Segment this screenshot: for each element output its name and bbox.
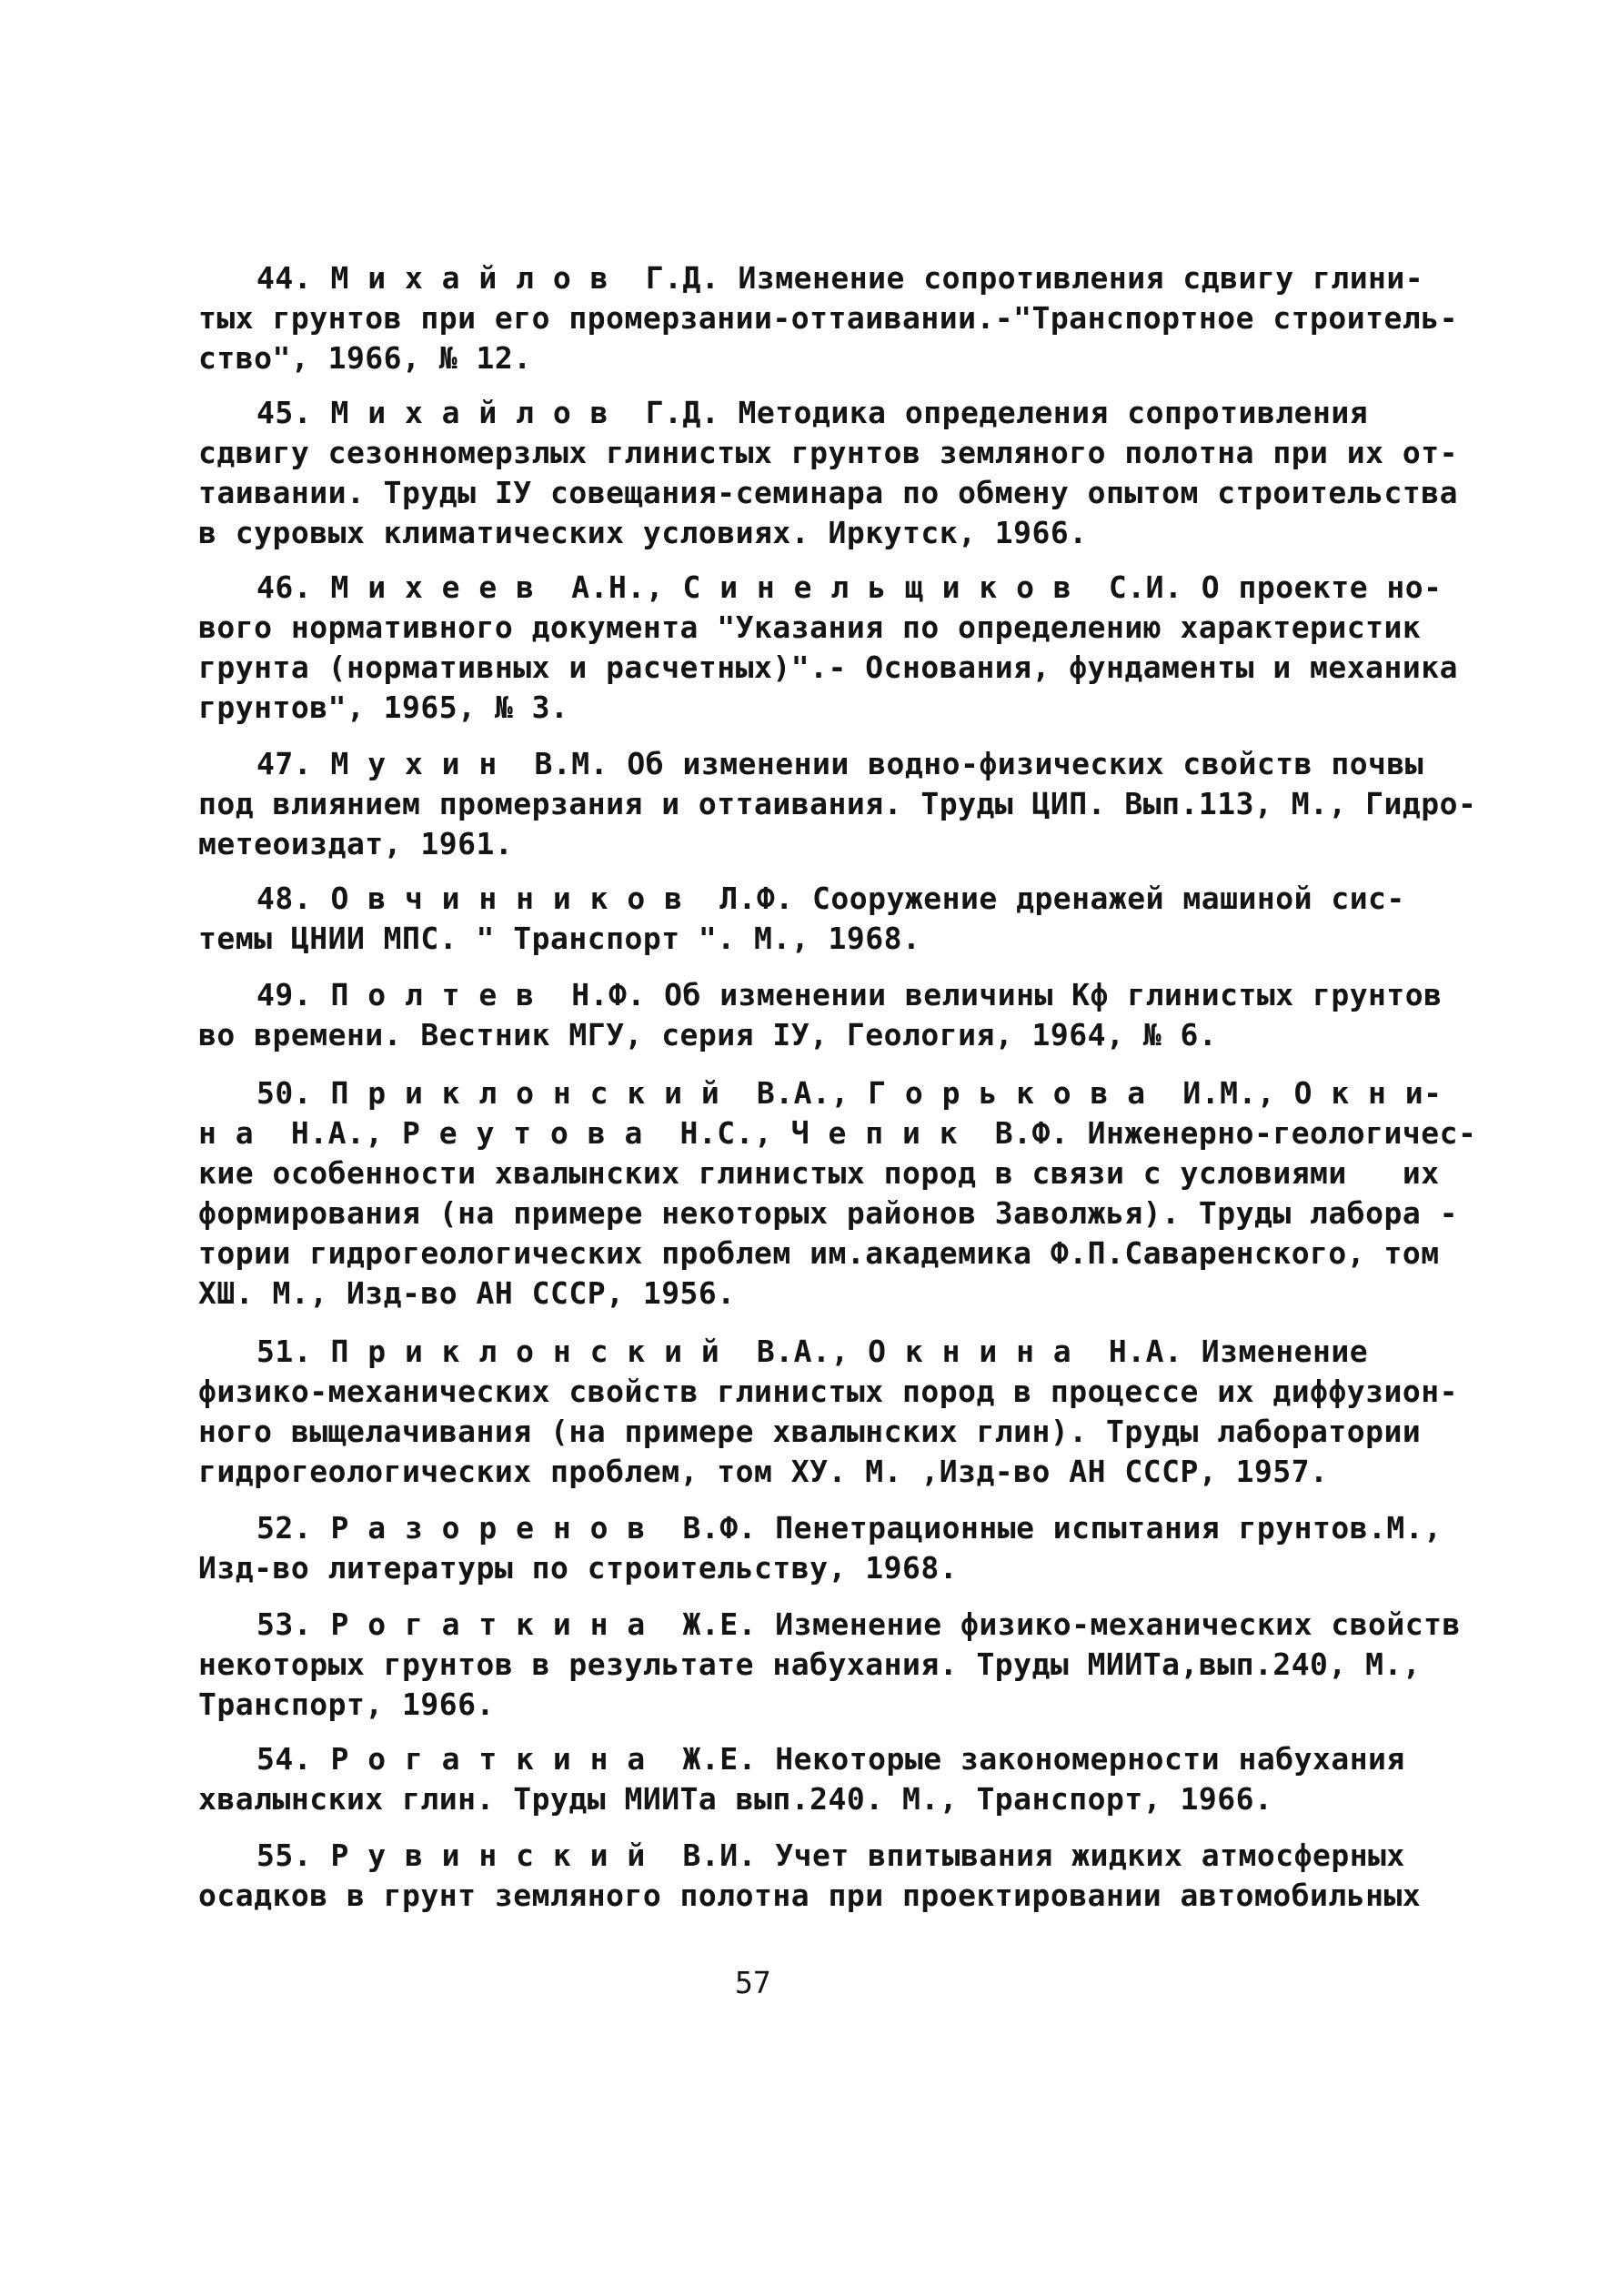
entry-line: 55. Р у в и н с к и й В.И. Учет впитывания жидких атмосферных: [256, 1838, 1405, 1873]
entry-line: вого нормативного документа "Указания по определению характеристик: [198, 609, 1422, 645]
entry-line: тых грунтов при его промерзании-оттаивании.-"Транспортное строитель-: [198, 300, 1459, 336]
entry-line: 46. М и х е е в А.Н., С и н е л ь щ и к о в С.И. О проекте но-: [256, 569, 1443, 605]
entry-line: Транспорт, 1966.: [198, 1687, 495, 1722]
entry-line: осадков в грунт земляного полотна при проектировании автомобильных: [198, 1878, 1422, 1913]
entry-line: грунта (нормативных и расчетных)".- Основания, фундаменты и механика: [198, 650, 1459, 685]
entry-line: кие особенности хвалынских глинистых пород в связи с условиями их: [198, 1155, 1440, 1191]
entry-line: ХШ. М., Изд-во АН СССР, 1956.: [198, 1275, 736, 1311]
entry-line: метеоиздат, 1961.: [198, 826, 514, 861]
entry-line: тории гидрогеологических проблем им.академика Ф.П.Саваренского, том: [198, 1235, 1440, 1271]
page-number: 57: [735, 1965, 771, 2000]
entry-line: 48. О в ч и н н и к о в Л.Ф. Сооружение дренажей машиной сис-: [256, 881, 1405, 916]
entry-line: сдвигу сезонномерзлых глинистых грунтов земляного полотна при их от-: [198, 435, 1459, 470]
entry-line: физико-механических свойств глинистых пород в процессе их диффузион-: [198, 1374, 1459, 1409]
entry-line: Изд-во литературы по строительству, 1968.: [198, 1550, 959, 1586]
entry-line: некоторых грунтов в результате набухания. Труды МИИТа,вып.240, М.,: [198, 1646, 1422, 1682]
entry-line: хвалынских глин. Труды МИИТа вып.240. М., Транспорт, 1966.: [198, 1781, 1273, 1817]
entry-line: таивании. Труды IУ совещания-семинара по обмену опытом строительства: [198, 475, 1459, 510]
entry-line: грунтов", 1965, № 3.: [198, 690, 569, 725]
entry-line: темы ЦНИИ МПС. " Транспорт ". М., 1968.: [198, 921, 921, 956]
entry-line: 50. П р и к л о н с к и й В.А., Г о р ь к о в а И.М., О к н и-: [256, 1075, 1443, 1111]
entry-line: формирования (на примере некоторых районов Заволжья). Труды лабора -: [198, 1195, 1459, 1231]
entry-line: н а Н.А., Р е у т о в а Н.С., Ч е п и к В.Ф. Инженерно-геологичес-: [198, 1115, 1477, 1151]
entry-line: во времени. Вестник МГУ, серия IУ, Геология, 1964, № 6.: [198, 1017, 1218, 1052]
entry-line: под влиянием промерзания и оттаивания. Труды ЦИП. Вып.113, М., Гидро-: [198, 786, 1477, 821]
entry-line: ного выщелачивания (на примере хвалынских глин). Труды лаборатории: [198, 1414, 1422, 1449]
entry-line: 44. М и х а й л о в Г.Д. Изменение сопротивления сдвигу глини-: [256, 260, 1424, 296]
entry-line: в суровых климатических условиях. Иркутск, 1966.: [198, 515, 1088, 550]
entry-line: 45. М и х а й л о в Г.Д. Методика определения сопротивления: [256, 395, 1369, 430]
entry-line: 49. П о л т е в Н.Ф. Об изменении величины Кф глинистых грунтов: [256, 977, 1443, 1012]
entry-line: 47. М у х и н В.М. Об изменении водно-физических свойств почвы: [256, 746, 1424, 781]
entry-line: гидрогеологических проблем, том ХУ. М. ,Изд-во АН СССР, 1957.: [198, 1454, 1329, 1489]
entry-line: 52. Р а з о р е н о в В.Ф. Пенетрационные испытания грунтов.М.,: [256, 1510, 1443, 1546]
entry-line: ство", 1966, № 12.: [198, 340, 532, 376]
entry-line: 51. П р и к л о н с к и й В.А., О к н и н а Н.А. Изменение: [256, 1334, 1369, 1369]
entry-line: 53. Р о г а т к и н а Ж.Е. Изменение физико-механических свойств: [256, 1606, 1461, 1642]
entry-line: 54. Р о г а т к и н а Ж.Е. Некоторые закономерности набухания: [256, 1741, 1405, 1777]
